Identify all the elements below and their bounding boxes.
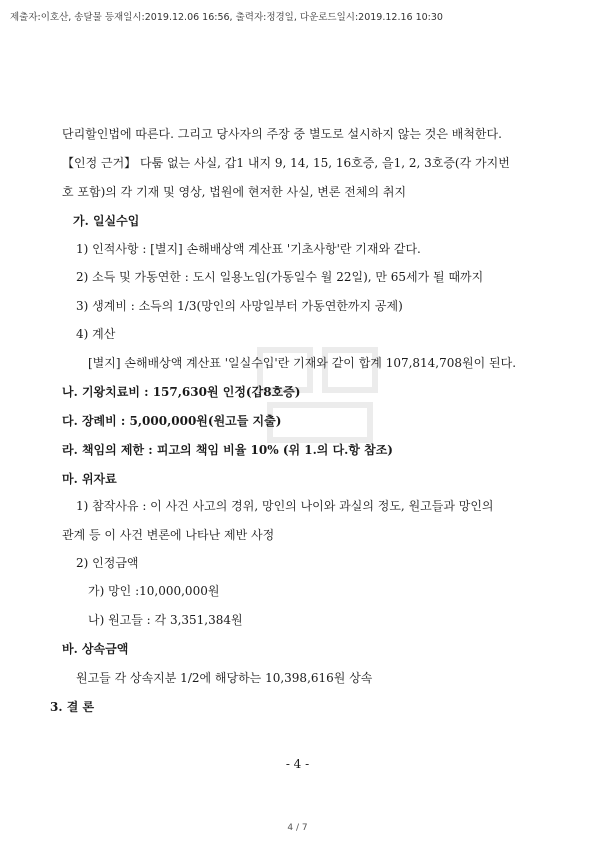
text-line: 관계 등 이 사건 변론에 나타난 제반 사정 <box>62 528 275 542</box>
text-line: 나) 원고들 : 각 3,351,384원 <box>88 613 243 627</box>
page-number: - 4 - <box>285 757 310 771</box>
section-heading: 3. 결 론 <box>50 700 95 714</box>
section-heading: 바. 상속금액 <box>62 642 129 656</box>
text-line: 2) 인정금액 <box>76 556 139 570</box>
text-line: 가) 망인 :10,000,000원 <box>88 584 220 598</box>
page-footer: 4 / 7 <box>287 823 308 833</box>
section-heading: 가. 일실수입 <box>73 214 140 228</box>
text-line: 단리할인법에 따른다. 그리고 당사자의 주장 중 별도로 설시하지 않는 것은 배척한다. <box>62 127 502 141</box>
text-line: 1) 인적사항 : [별지] 손해배상액 계산표 '기초사항'란 기재와 같다. <box>76 242 421 256</box>
section-heading: 라. 책임의 제한 : 피고의 책임 비율 10% (위 1.의 다.항 참조) <box>62 443 393 457</box>
document-header: 제출자:이호산, 송달물 등재일시:2019.12.06 16:56, 출력자:정경일, 다운로드일시:2019.12.16 10:30 <box>10 12 443 23</box>
text-line: 4) 계산 <box>76 327 116 341</box>
section-heading: 마. 위자료 <box>62 472 117 486</box>
text-line: 1) 참작사유 : 이 사건 사고의 경위, 망인의 나이와 과실의 정도, 원고들과 망인의 <box>76 499 494 513</box>
text-line: 2) 소득 및 가동연한 : 도시 일용노임(가동일수 월 22일), 만 65세가 될 때까지 <box>76 270 484 284</box>
text-line: [별지] 손해배상액 계산표 '일실수입'란 기재와 같이 합계 107,814,708원이 된다. <box>88 356 517 370</box>
section-heading: 다. 장례비 : 5,000,000원(원고들 지출) <box>62 414 282 428</box>
text-line: 【인정 근거】 다툼 없는 사실, 갑1 내지 9, 14, 15, 16호증, 을1, 2, 3호증(각 가지번 <box>62 156 510 170</box>
section-heading: 나. 기왕치료비 : 157,630원 인정(갑8호증) <box>62 385 301 399</box>
text-line: 원고들 각 상속지분 1/2에 해당하는 10,398,616원 상속 <box>76 671 373 685</box>
text-line: 3) 생계비 : 소득의 1/3(망인의 사망일부터 가동연한까지 공제) <box>76 299 403 313</box>
text-line: 호 포함)의 각 기재 및 영상, 법원에 현저한 사실, 변론 전체의 취지 <box>62 185 407 199</box>
